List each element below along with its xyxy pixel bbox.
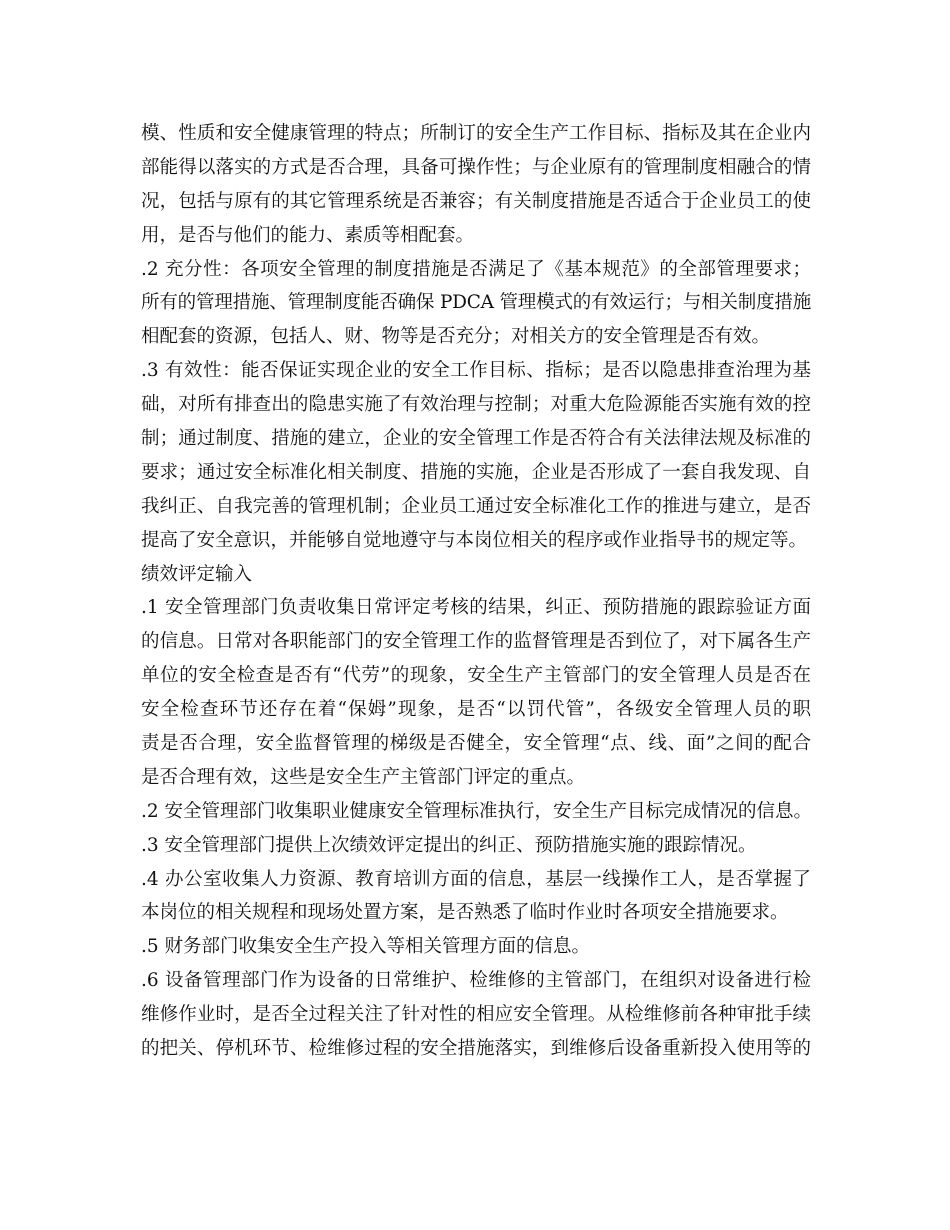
text-line: 制；通过制度、措施的建立，企业的安全管理工作是否符合有关法律法规及标准的 bbox=[141, 428, 811, 450]
text-line: 所有的管理措施、管理制度能否确保 PDCA 管理模式的有效运行；与相关制度措施 bbox=[141, 292, 811, 314]
text-line: 相配套的资源，包括人、财、物等是否充分；对相关方的安全管理是否有效。 bbox=[141, 326, 771, 348]
text-line: 我纠正、自我完善的管理机制；企业员工通过安全标准化工作的推进与建立，是否 bbox=[141, 495, 811, 517]
text-line: .4 办公室收集人力资源、教育培训方面的信息，基层一线操作工人，是否掌握了 bbox=[141, 868, 811, 890]
section-heading: 绩效评定输入 bbox=[141, 563, 253, 585]
body-text bbox=[141, 117, 811, 1066]
text-line: 单位的安全检查是否有“代劳”的现象，安全生产主管部门的安全管理人员是否在 bbox=[141, 665, 811, 687]
text-line: 的信息。日常对各职能部门的安全管理工作的监督管理是否到位了，对下属各生产 bbox=[141, 631, 811, 653]
text-line: 部能得以落实的方式是否合理，具备可操作性；与企业原有的管理制度相融合的情 bbox=[141, 156, 811, 178]
text-line: .5 财务部门收集安全生产投入等相关管理方面的信息。 bbox=[141, 936, 591, 958]
text-line: 安全检查环节还存在着“保姆”现象，是否“以罚代管”，各级安全管理人员的职 bbox=[141, 699, 811, 721]
text-line: 的把关、停机环节、检维修过程的安全措施落实，到维修后设备重新投入使用等的 bbox=[141, 1038, 811, 1060]
text-line: .2 安全管理部门收集职业健康安全管理标准执行，安全生产目标完成情况的信息。 bbox=[141, 800, 813, 822]
text-line: .6 设备管理部门作为设备的日常维护、检维修的主管部门，在组织对设备进行检 bbox=[141, 970, 811, 992]
text-line: 责是否合理，安全监督管理的梯级是否健全，安全管理“点、线、面”之间的配合 bbox=[141, 733, 811, 755]
text-line: 模、性质和安全健康管理的特点；所制订的安全生产工作目标、指标及其在企业内 bbox=[141, 123, 811, 144]
text-line: 用，是否与他们的能力、素质等相配套。 bbox=[141, 224, 475, 246]
text-line: 本岗位的相关规程和现场处置方案，是否熟悉了临时作业时各项安全措施要求。 bbox=[141, 902, 789, 924]
text-line: 要求；通过安全标准化相关制度、措施的实施，企业是否形成了一套自我发现、自 bbox=[141, 461, 811, 483]
text-line: .1 安全管理部门负责收集日常评定考核的结果，纠正、预防措施的跟踪验证方面 bbox=[141, 597, 811, 619]
text-line: 维修作业时，是否全过程关注了针对性的相应安全管理。从检维修前各种审批手续 bbox=[141, 1004, 811, 1026]
text-line: 况，包括与原有的其它管理系统是否兼容；有关制度措施是否适合于企业员工的使 bbox=[141, 190, 811, 212]
text-line: 础，对所有排查出的隐患实施了有效治理与控制；对重大危险源能否实施有效的控 bbox=[141, 394, 811, 416]
text-line: .2 充分性：各项安全管理的制度措施是否满足了《基本规范》的全部管理要求； bbox=[141, 258, 811, 280]
text-line: .3 安全管理部门提供上次绩效评定提出的纠正、预防措施实施的跟踪情况。 bbox=[141, 834, 757, 856]
text-line: 提高了安全意识，并能够自觉地遵守与本岗位相关的程序或作业指导书的规定等。 bbox=[141, 529, 808, 551]
text-line: .3 有效性：能否保证实现企业的安全工作目标、指标；是否以隐患排查治理为基 bbox=[141, 360, 811, 382]
text-line: 是否合理有效，这些是安全生产主管部门评定的重点。 bbox=[141, 766, 586, 788]
